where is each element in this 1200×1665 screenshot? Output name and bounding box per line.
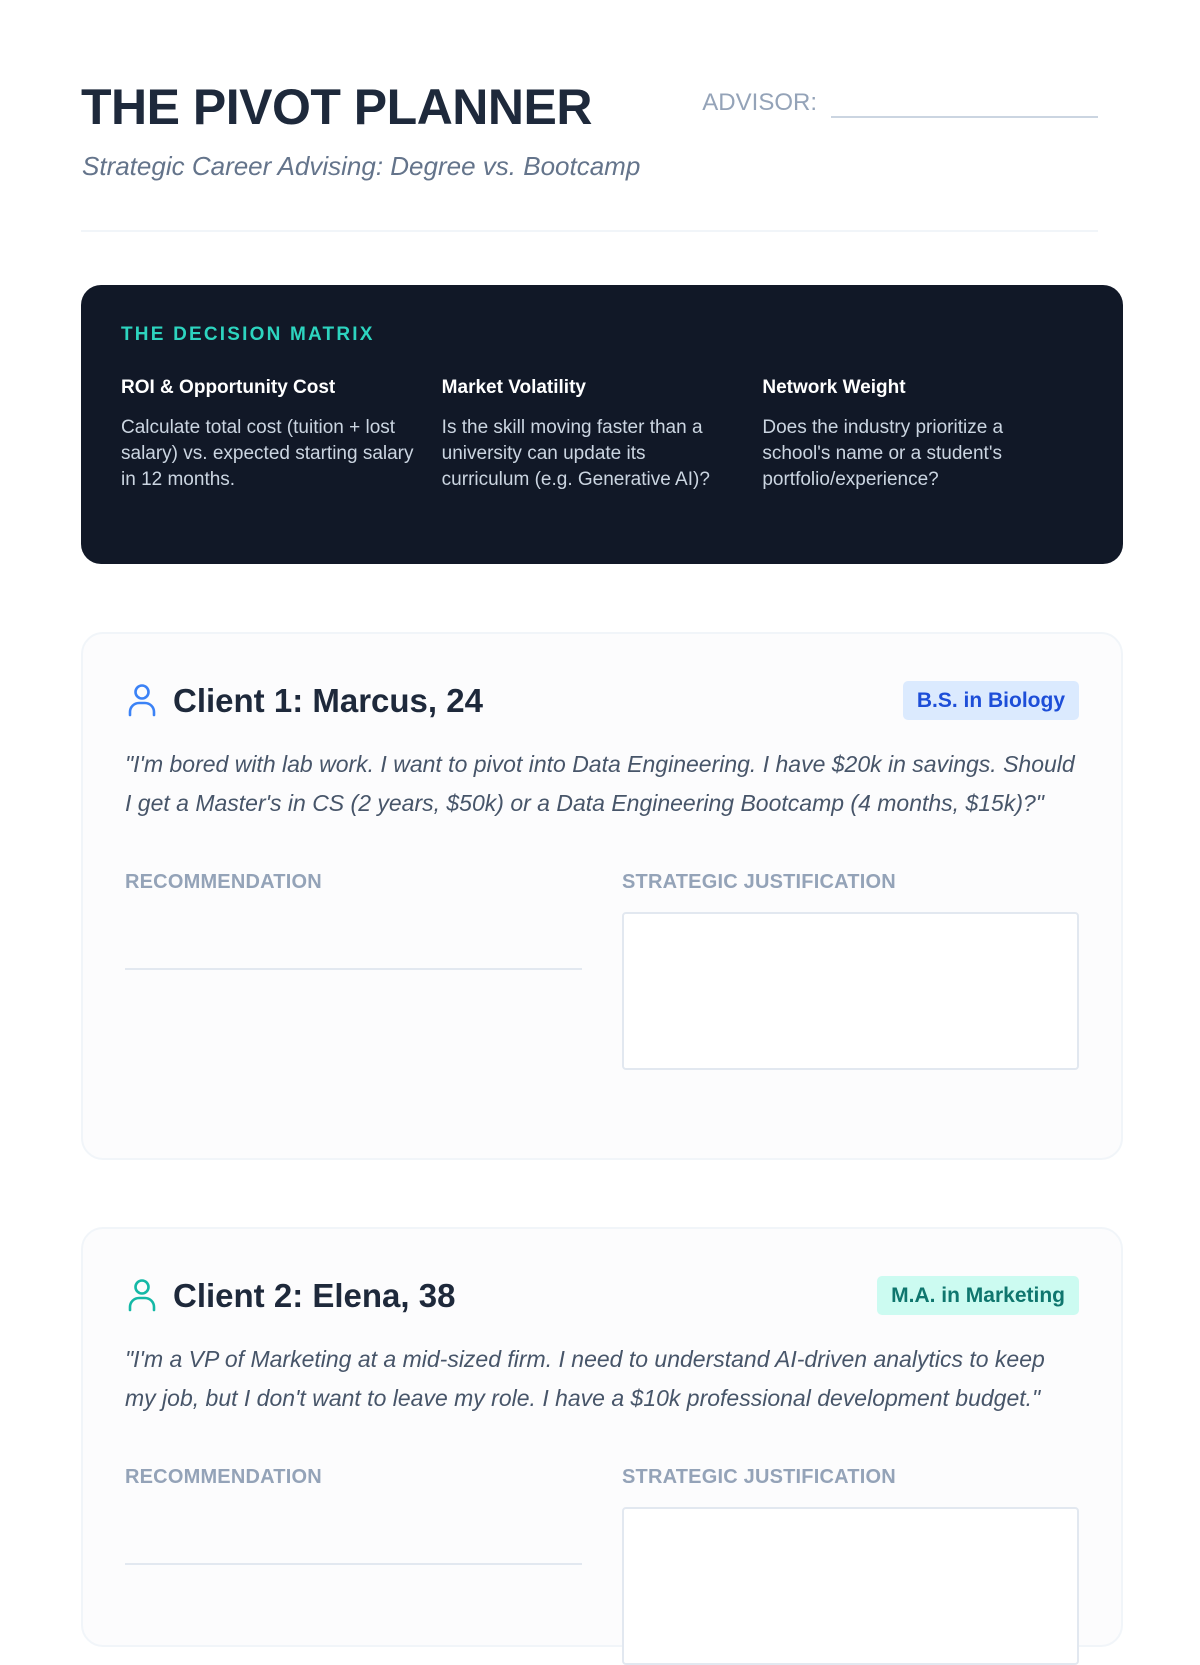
matrix-column-heading: Market Volatility [441,377,586,398]
client-quote: "I'm a VP of Marketing at a mid-sized firm. I need to understand AI-driven analytics to keep my job, but I don't want to leave my role. I have a $10k professional development budget." [125,1346,1045,1411]
matrix-column-network [762,377,1083,493]
recommendation-field [125,1467,582,1665]
degree-badge: B.S. in Biology [903,681,1079,720]
page-header [81,0,1098,232]
person-icon [127,683,157,717]
decision-matrix-title: THE DECISION MATRIX [121,324,375,345]
recommendation-label: RECOMMENDATION [125,871,322,893]
recommendation-field [125,872,582,1070]
matrix-column-volatility [442,377,763,493]
client-card-elena [81,1227,1123,1647]
client-card-header [125,1275,1079,1315]
matrix-column-text: Is the skill moving faster than a university can update its curriculum (e.g. Generative AI)? [441,416,710,490]
response-fields [125,872,1079,1070]
advisor-input-line[interactable] [831,86,1098,118]
justification-label: STRATEGIC JUSTIFICATION [622,871,896,893]
page-subtitle: Strategic Career Advising: Degree vs. Bootcamp [82,151,641,181]
recommendation-input-line[interactable] [125,1563,582,1565]
justification-input-box[interactable] [622,912,1079,1070]
response-fields [125,1467,1079,1665]
matrix-column-heading: ROI & Opportunity Cost [121,377,336,398]
client-card-marcus [81,632,1123,1160]
recommendation-input-line[interactable] [125,968,582,970]
justification-field [622,1467,1079,1665]
justification-input-box[interactable] [622,1507,1079,1665]
matrix-column-text: Calculate total cost (tuition + lost salary) vs. expected starting salary in 12 months. [121,416,414,490]
person-icon [127,1278,157,1312]
client-name: Client 1: Marcus, 24 [173,681,483,719]
recommendation-label: RECOMMENDATION [125,1466,322,1488]
justification-label: STRATEGIC JUSTIFICATION [622,1466,896,1488]
advisor-label: ADVISOR: [702,89,817,116]
justification-field [622,872,1079,1070]
matrix-column-roi [121,377,442,493]
advisor-field [702,86,1098,118]
matrix-column-text: Does the industry prioritize a school's name or a student's portfolio/experience? [762,416,1004,490]
decision-matrix-columns [121,377,1083,493]
decision-matrix [81,285,1123,564]
client-quote: "I'm bored with lab work. I want to pivot into Data Engineering. I have $20k in savings. Should I get a Master's in CS (2 years, $50k) or a Data Engineering Bootcamp (4 months, $15k)?" [125,751,1075,816]
page-title: THE PIVOT PLANNER [81,79,592,135]
client-name: Client 2: Elena, 38 [173,1276,456,1314]
matrix-column-heading: Network Weight [762,377,906,398]
degree-badge: M.A. in Marketing [877,1276,1079,1315]
client-card-header [125,680,1079,720]
